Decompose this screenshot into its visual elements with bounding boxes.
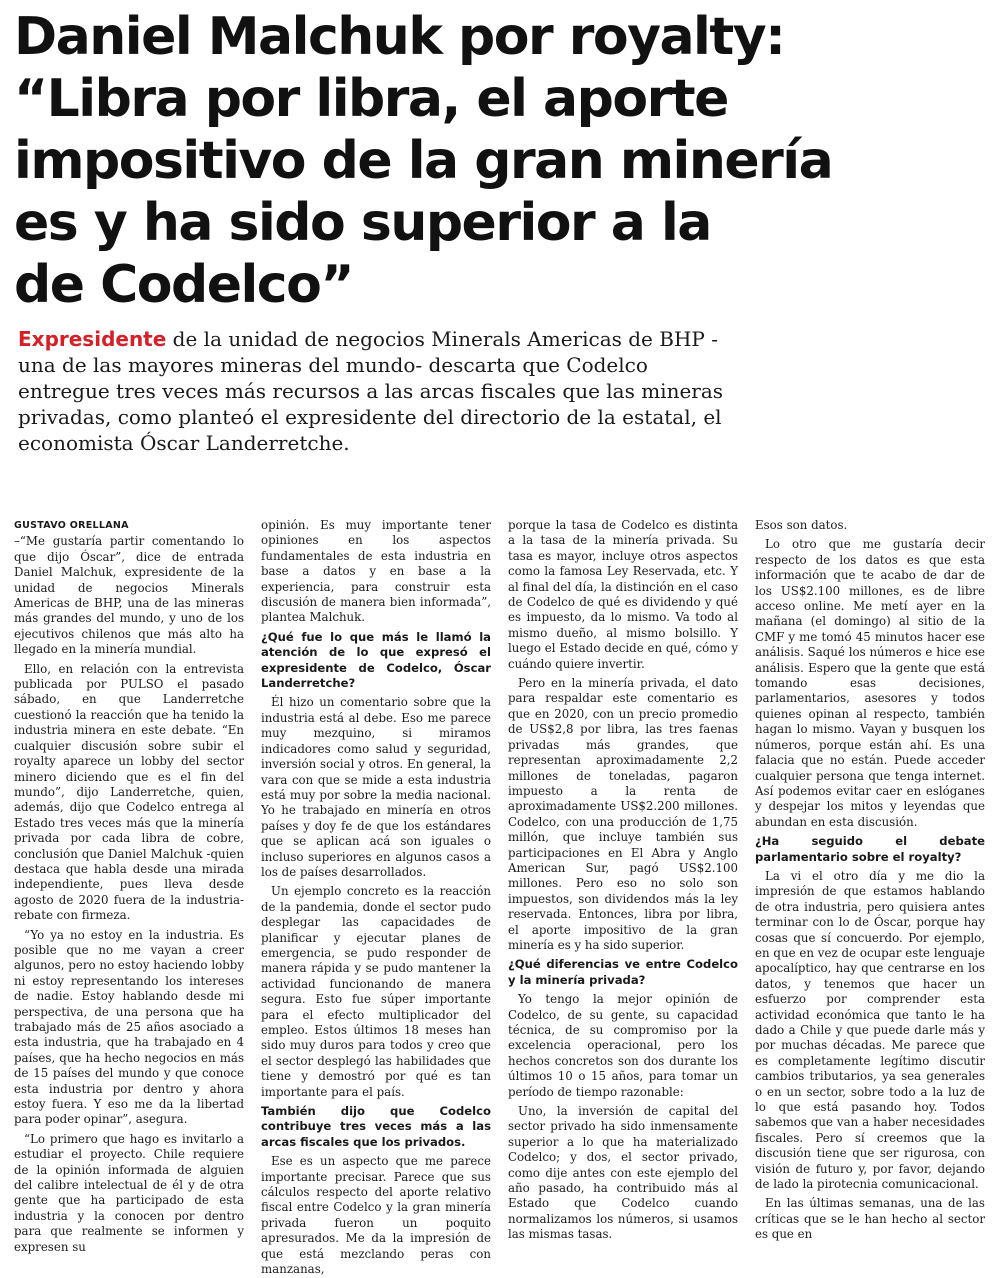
lead-text: de la unidad de negocios Minerals Americas de BHP -una de las mayores mineras del mundo- descarta que Codelco entregue tres veces más recursos a las arcas fiscales que las mineras privadas, como planteó el expresidente del directorio de la estatal, el economista Óscar Landerretche. [18,327,724,455]
body-paragraph: Un ejemplo concreto es la reacción de la pandemia, donde el sector pudo desplegar las capacidades de planificar y ejecutar planes de emergencia, se pudo responder de manera rápida y se pudo mantener la actividad funcionando de manera segura. Esto fue súper importante para el efecto multiplicador del empleo. Estos últimos 18 meses han sido muy duros para todos y creo que el sector desplegó las habilidades que tiene y demostró por qué es tan importante para el país. [261,884,491,1099]
headline-line: impositivo de la gran minería [14,131,833,191]
article-column-1 [14,518,244,1254]
headline-line: es y ha sido superior a la [14,193,711,253]
body-paragraph: Esos son datos. [755,518,848,532]
headline [14,6,833,316]
body-paragraph: “Yo ya no estoy en la industria. Es posible que no me vayan a creer algunos, pero no estoy haciendo lobby ni estoy representando los intereses de nadie. Estoy hablando desde mi perspectiva, de una persona que ha trabajado más de 25 años asociado a esta industria, que ha trabajado en 4 países, que ha hecho negocios en más de 15 países del mundo y que conoce esta industria por dentro y ahora estoy fuera. Y eso me da la libertad para poder opinar”, asegura. [14,927,244,1127]
body-paragraph: La vi el otro día y me dio la impresión de que estamos hablando de otra industria, pero quisiera antes terminar con lo de Óscar, porque hay cosas que sí concuerdo. Por ejemplo, en que en vez de ocupar este lenguaje apocalíptico, hay que centrarse en los datos, y tenemos que hacer un esfuerzo por comprender esta actividad económica que tanto le ha dado a Chile y que puede darle más y por muchas décadas. Me parece que es completamente legítimo discutir cambios tributarios, ya sea generales o en un sector, sobre todo a la luz de lo que está pasando hoy. Todos sabemos que van a haber necesidades fiscales. Pero sí creemos que la discusión tiene que ser rigurosa, con visión de futuro y, por favor, dejando de lado la pirotecnia comunicacional. [755,868,985,1192]
interview-question: ¿Qué fue lo que más le llamó la atención de lo que expresó el expresidente de Codelco, Óscar Landerretche? [261,629,491,691]
body-paragraph: En las últimas semanas, una de las críticas que se le han hecho al sector es que en [755,1196,985,1242]
headline-line: de Codelco” [14,255,354,315]
body-paragraph: Yo tengo la mejor opinión de Codelco, de su gente, su capacidad técnica, de su compromiso por la excelencia operacional, pero los hechos concretos son dos durante los últimos 10 o 15 años, para tomar un período de tiempo razonable: [508,992,738,1099]
lead-paragraph [18,326,738,456]
body-paragraph: “Lo primero que hago es invitarlo a estudiar el proyecto. Chile requiere de la opinión informada de alguien del calibre intelectual de él y de otra gente que ha participado de esta industria y la conocen por dentro para que realmente se informen y expresen su [14,1131,244,1254]
body-paragraph: Él hizo un comentario sobre que la industria está al debe. Eso me parece muy mezquino, si miramos indicadores como salud y seguridad, inversión social y otros. En general, la vara con que se mide a esta industria está muy por sobre la media nacional. Yo he trabajado en minería en otros países y doy fe de que los estándares que se aplican acá son iguales o incluso superiores en algunos casos a los de países desarrollados. [261,695,491,879]
body-paragraph: Pero en la minería privada, el dato para respaldar este comentario es que en 2020, con un precio promedio de US$2,8 por libra, las tres faenas privadas más grandes, que representan aproximadamente 2,2 millones de toneladas, pagaron impuesto a la renta de aproximadamente US$2.200 millones. Codelco, con una producción de 1,75 millón, que incluye también sus participaciones en El Abra y Anglo American Sur, pagó US$2.100 millones. Pero eso no solo son impuestos, son dividendos más la ley reservada. Entonces, libra por libra, el aporte impositivo de la gran minería es y ha sido superior. [508,676,738,952]
body-paragraph: opinión. Es muy importante tener opiniones en los aspectos fundamentales de esta industria en base a datos y en base a la experiencia, para construir esta discusión de manera bien informada”, plantea Malchuk. [261,518,491,625]
article-column-4 [755,518,985,1242]
interview-question: ¿Qué diferencias ve entre Codelco y la minería privada? [508,957,738,987]
article-column-2 [261,518,491,1277]
body-paragraph: Lo otro que me gustaría decir respecto de los datos es que esta información que te acabo de dar de los US$2.100 millones, es de libre acceso online. Me metí ayer en la mañana (el domingo) al sitio de la CMF y me tomó 45 minutos hacer ese análisis. Saqué los números e hice ese análisis. Espero que la gente que está tomando esas decisiones, parlamentarios, asesores y todos quienes opinan al respecto, también hagan lo mismo. Vayan y busquen los números, porque están ahí. Es una falacia que no están. Puede acceder cualquier persona que tenga internet. Así podemos evitar caer en eslóganes y despejar los mitos y leyendas que abundan en esta discusión. [755,537,985,829]
byline: GUSTAVO ORELLANA [14,520,129,531]
body-paragraph: porque la tasa de Codelco es distinta a la tasa de la minería privada. Su tasa es mayor, incluye otros aspectos como la famosa Ley Reservada, etc. Y al final del día, la distinción en el caso de Codelco de qué es dividendo y qué es impuesto, da lo mismo. Va todo al mismo dueño, al mismo bolsillo. Y luego el Estado decide en qué, cómo y cuándo quiere invertir. [508,518,738,671]
body-paragraph: Ese es un aspecto que me parece importante precisar. Parece que sus cálculos respecto del aporte relativo fiscal entre Codelco y la gran minería privada fueron un poquito apresurados. Me da la impresión de que está mezclando peras con manzanas, [261,1154,491,1277]
article-body [14,518,986,1277]
interview-question: También dijo que Codelco contribuye tres veces más a las arcas fiscales que los privados. [261,1104,491,1149]
body-paragraph: Uno, la inversión de capital del sector privado ha sido inmensamente superior a lo que ha materializado Codelco; y dos, el sector privado, como dije antes con este ejemplo del año pasado, ha contribuido más al Estado que Codelco cuando normalizamos los números, si usamos las mismas tasas. [508,1104,738,1242]
headline-line: “Libra por libra, el aporte [14,69,728,129]
body-paragraph: Ello, en relación con la entrevista publicada por PULSO el pasado sábado, en que Landerretche cuestionó la reacción que ha tenido la industria minera en este debate. “En cualquier discusión sobre subir el royalty aparece un lobby del sector minero diciendo que es el fin del mundo”, dijo Landerretche, quien, además, dijo que Codelco entrega al Estado tres veces más que la minería privada por cada libra de cobre, conclusión que Daniel Malchuk -quien destaca que habla desde una mirada independiente, pues lleva desde agosto de 2020 fuera de la industria- rebate con firmeza. [14,661,244,923]
headline-line: Daniel Malchuk por royalty: [14,7,785,67]
article-column-3 [508,518,738,1242]
interview-question: ¿Ha seguido el debate parlamentario sobre el royalty? [755,834,985,864]
lead-kicker: Expresidente [18,327,167,351]
body-paragraph: –“Me gustaría partir comentando lo que dijo Óscar”, dice de entrada Daniel Malchuk, expresidente de la unidad de negocios Minerals Americas de BHP, una de las mineras más grandes del mundo, y uno de los ejecutivos chilenos que más alto ha llegado en la minería mundial. [14,534,244,657]
